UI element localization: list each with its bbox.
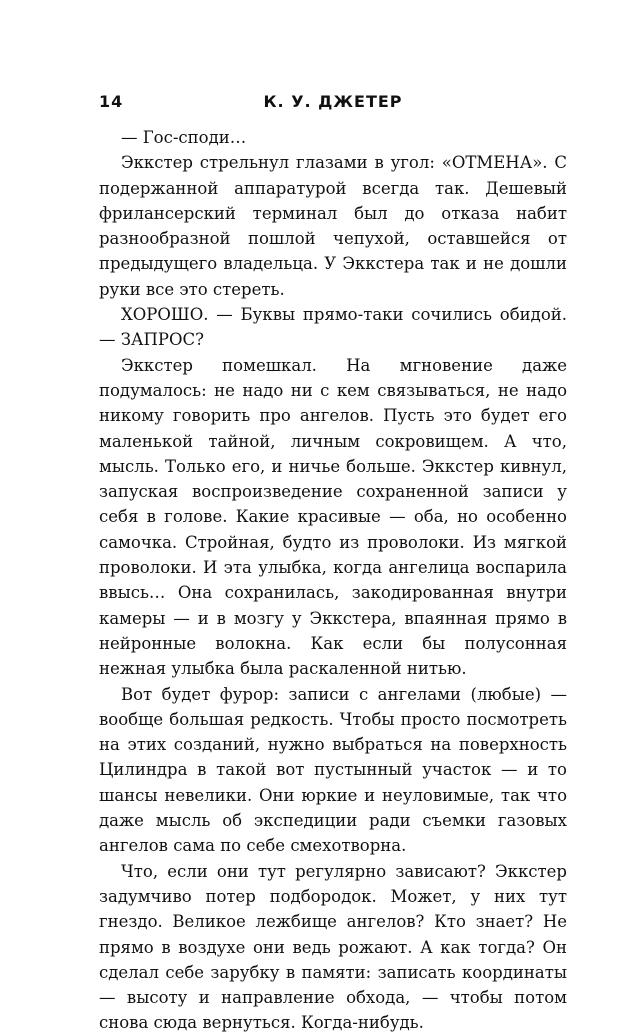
paragraph: Эккстер стрельнул глазами в угол: «ОТМЕНА». С подержанной аппаратурой всегда так. Дешевый фрилансерский терминал был до отказа набит разнообразной пошлой чепухой, оставшейся от предыдущего владельца. У Эккстера так и не дошли руки все это стереть.	[99, 153, 567, 299]
paragraph: Эккстер помешкал. На мгновение даже подумалось: не надо ни с кем связываться, не надо никому говорить про ангелов. Пусть это будет его маленькой тайной, личным сокровищем. А что, мысль. Только его, и ничье больше. Эккстер кивнул, запуская воспроизведение сохраненной записи у себя в голове. Какие красивые — оба, но особенно самочка. Стройная, будто из проволоки. Из мягкой проволоки. И эта улыбка, когда ангелица воспарила ввысь… Она сохранилась, закодированная внутри камеры — и в мозгу у Эккстера, впаянная прямо в нейронные волокна. Как если бы полусонная нежная улыбка была раскаленной нитью.	[99, 355, 567, 679]
running-head: К. У. ДЖЕТЕР	[263, 92, 403, 111]
paragraph: — Гос-споди…	[121, 128, 247, 147]
paragraph: Что, если они тут регулярно зависают? Эккстер задумчиво потер подбородок. Может, у них тут гнездо. Великое лежбище ангелов? Кто знает? Не прямо в воздухе они ведь рожают. А как тогда? Он сделал себе зарубку в памяти: записать координаты — высоту и направление обхода, — чтобы потом снова сюда вернуться. Когда-нибудь.	[99, 861, 567, 1033]
body-text	[99, 125, 567, 1036]
page-number: 14	[99, 92, 124, 111]
paragraph: Вот будет фурор: записи с ангелами (любые) — вообще большая редкость. Чтобы просто посмотреть на этих созданий, нужно выбраться на поверхность Цилиндра в такой вот пустынный участок — и то шансы невелики. Они юркие и неуловимые, так что даже мысль об экспедиции ради съемки газовых ангелов сама по себе смехотворна.	[99, 684, 567, 856]
paragraph: ХОРОШО. — Буквы прямо-таки сочились обидой. — ЗАПРОС?	[99, 305, 567, 350]
page-header	[99, 92, 567, 116]
